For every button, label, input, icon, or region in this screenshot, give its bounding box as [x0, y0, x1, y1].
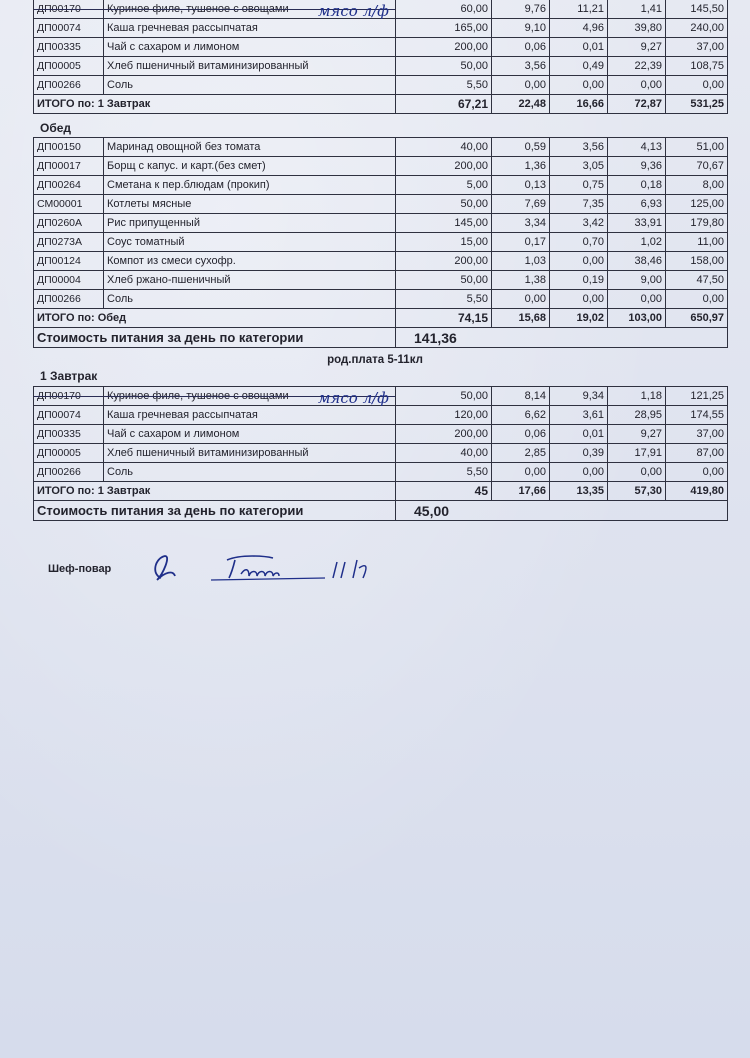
- item-quantity: 5,50: [396, 290, 492, 309]
- item-quantity: 200,00: [396, 38, 492, 57]
- item-code: ДП00150: [34, 138, 104, 157]
- item-calories: 121,25: [666, 387, 728, 406]
- item-quantity: 120,00: [396, 406, 492, 425]
- item-quantity: 50,00: [396, 195, 492, 214]
- table-row: [34, 138, 728, 157]
- item-protein: 3,34: [492, 214, 550, 233]
- item-protein: 0,00: [492, 76, 550, 95]
- item-carbs: 1,02: [608, 233, 666, 252]
- total-quantity: 45: [396, 482, 492, 501]
- item-carbs: 9,27: [608, 38, 666, 57]
- item-fat: 9,34: [550, 387, 608, 406]
- item-fat: 0,01: [550, 425, 608, 444]
- table-row: [34, 157, 728, 176]
- item-name: Соль: [104, 290, 396, 309]
- item-carbs: 1,41: [608, 0, 666, 19]
- item-carbs: 0,18: [608, 176, 666, 195]
- item-name: Сметана к пер.блюдам (прокип): [104, 176, 396, 195]
- item-protein: 2,85: [492, 444, 550, 463]
- item-quantity: 40,00: [396, 444, 492, 463]
- item-calories: 0,00: [666, 463, 728, 482]
- item-protein: 1,36: [492, 157, 550, 176]
- total-carbs: 72,87: [608, 95, 666, 114]
- item-protein: 8,14: [492, 387, 550, 406]
- item-calories: 158,00: [666, 252, 728, 271]
- item-fat: 7,35: [550, 195, 608, 214]
- total-carbs: 57,30: [608, 482, 666, 501]
- item-protein: 0,06: [492, 425, 550, 444]
- item-carbs: 0,00: [608, 76, 666, 95]
- item-fat: 3,61: [550, 406, 608, 425]
- item-protein: 7,69: [492, 195, 550, 214]
- item-code: ДП00017: [34, 157, 104, 176]
- total-label: ИТОГО по: 1 Завтрак: [34, 95, 396, 114]
- item-code: ДП00170: [34, 0, 104, 19]
- total-row: [34, 309, 728, 328]
- item-carbs: 22,39: [608, 57, 666, 76]
- total-row: [34, 482, 728, 501]
- item-protein: 0,17: [492, 233, 550, 252]
- item-calories: 108,75: [666, 57, 728, 76]
- item-name: Хлеб пшеничный витаминизированный: [104, 444, 396, 463]
- item-fat: 0,00: [550, 463, 608, 482]
- cost-value: 141,36: [396, 328, 728, 348]
- item-carbs: 33,91: [608, 214, 666, 233]
- item-code: ДП00074: [34, 19, 104, 38]
- item-code: ДП00266: [34, 463, 104, 482]
- handwritten-note-1: мясо л/ф: [318, 2, 389, 20]
- item-quantity: 5,00: [396, 176, 492, 195]
- item-code: ДП00170: [34, 387, 104, 406]
- total-label: ИТОГО по: 1 Завтрак: [34, 482, 396, 501]
- item-protein: 1,03: [492, 252, 550, 271]
- cost-label: Стоимость питания за день по категории: [34, 501, 396, 521]
- item-name: Маринад овощной без томата: [104, 138, 396, 157]
- item-fat: 3,42: [550, 214, 608, 233]
- table-row: [34, 463, 728, 482]
- item-name: Куриное филе, тушеное с овощами: [104, 387, 396, 406]
- table-row: [34, 19, 728, 38]
- total-calories: 419,80: [666, 482, 728, 501]
- table-row: [34, 57, 728, 76]
- item-carbs: 9,00: [608, 271, 666, 290]
- item-quantity: 165,00: [396, 19, 492, 38]
- item-calories: 51,00: [666, 138, 728, 157]
- item-protein: 0,00: [492, 463, 550, 482]
- total-calories: 650,97: [666, 309, 728, 328]
- item-carbs: 0,00: [608, 463, 666, 482]
- item-protein: 1,38: [492, 271, 550, 290]
- table-row: [34, 38, 728, 57]
- item-carbs: 39,80: [608, 19, 666, 38]
- total-protein: 15,68: [492, 309, 550, 328]
- item-protein: 0,13: [492, 176, 550, 195]
- item-name: Чай с сахаром и лимоном: [104, 38, 396, 57]
- item-name: Чай с сахаром и лимоном: [104, 425, 396, 444]
- item-code: ДП00335: [34, 38, 104, 57]
- total-fat: 19,02: [550, 309, 608, 328]
- chef-signature: [145, 548, 385, 588]
- item-carbs: 6,93: [608, 195, 666, 214]
- item-code: ДП0273А: [34, 233, 104, 252]
- total-calories: 531,25: [666, 95, 728, 114]
- lunch-table: [33, 137, 728, 348]
- total-carbs: 103,00: [608, 309, 666, 328]
- item-calories: 179,80: [666, 214, 728, 233]
- total-protein: 22,48: [492, 95, 550, 114]
- item-code: ДП00074: [34, 406, 104, 425]
- item-calories: 0,00: [666, 76, 728, 95]
- table-row: [34, 214, 728, 233]
- item-code: ДП00266: [34, 290, 104, 309]
- item-protein: 0,59: [492, 138, 550, 157]
- item-code: ДП00004: [34, 271, 104, 290]
- item-quantity: 60,00: [396, 0, 492, 19]
- item-carbs: 9,27: [608, 425, 666, 444]
- signature-text: Ганиева 11 12: [265, 586, 278, 588]
- item-carbs: 1,18: [608, 387, 666, 406]
- item-calories: 37,00: [666, 38, 728, 57]
- item-fat: 0,00: [550, 290, 608, 309]
- lunch-section-title: Обед: [40, 121, 72, 135]
- cost-value: 45,00: [396, 501, 728, 521]
- item-protein: 6,62: [492, 406, 550, 425]
- table-row: [34, 195, 728, 214]
- item-name: Куриное филе, тушеное с овощами: [104, 0, 396, 19]
- total-quantity: 67,21: [396, 95, 492, 114]
- item-protein: 0,00: [492, 290, 550, 309]
- total-protein: 17,66: [492, 482, 550, 501]
- item-fat: 4,96: [550, 19, 608, 38]
- item-quantity: 5,50: [396, 463, 492, 482]
- chef-label: Шеф-повар: [48, 563, 112, 575]
- item-code: ДП00266: [34, 76, 104, 95]
- cost-label: Стоимость питания за день по категории: [34, 328, 396, 348]
- item-name: Каша гречневая рассыпчатая: [104, 19, 396, 38]
- item-fat: 0,01: [550, 38, 608, 57]
- item-calories: 125,00: [666, 195, 728, 214]
- table-row: [34, 425, 728, 444]
- item-name: Хлеб пшеничный витаминизированный: [104, 57, 396, 76]
- item-quantity: 200,00: [396, 157, 492, 176]
- item-quantity: 5,50: [396, 76, 492, 95]
- item-calories: 0,00: [666, 290, 728, 309]
- item-quantity: 145,00: [396, 214, 492, 233]
- table-row: [34, 176, 728, 195]
- table-row: [34, 76, 728, 95]
- item-calories: 240,00: [666, 19, 728, 38]
- item-protein: 3,56: [492, 57, 550, 76]
- item-carbs: 17,91: [608, 444, 666, 463]
- total-quantity: 74,15: [396, 309, 492, 328]
- total-label: ИТОГО по: Обед: [34, 309, 396, 328]
- item-name: Компот из смеси сухофр.: [104, 252, 396, 271]
- item-quantity: 40,00: [396, 138, 492, 157]
- item-fat: 11,21: [550, 0, 608, 19]
- item-quantity: 200,00: [396, 252, 492, 271]
- item-carbs: 38,46: [608, 252, 666, 271]
- item-code: ДП00264: [34, 176, 104, 195]
- item-calories: 37,00: [666, 425, 728, 444]
- item-fat: 3,56: [550, 138, 608, 157]
- item-fat: 3,05: [550, 157, 608, 176]
- item-calories: 174,55: [666, 406, 728, 425]
- table-row: [34, 271, 728, 290]
- item-name: Соль: [104, 76, 396, 95]
- item-name: Котлеты мясные: [104, 195, 396, 214]
- item-calories: 47,50: [666, 271, 728, 290]
- total-fat: 13,35: [550, 482, 608, 501]
- total-fat: 16,66: [550, 95, 608, 114]
- item-carbs: 28,95: [608, 406, 666, 425]
- item-protein: 9,10: [492, 19, 550, 38]
- item-code: ДП00005: [34, 57, 104, 76]
- total-row: [34, 95, 728, 114]
- item-code: СМ00001: [34, 195, 104, 214]
- item-carbs: 4,13: [608, 138, 666, 157]
- item-name: Хлеб ржано-пшеничный: [104, 271, 396, 290]
- item-quantity: 200,00: [396, 425, 492, 444]
- item-fat: 0,00: [550, 252, 608, 271]
- item-name: Каша гречневая рассыпчатая: [104, 406, 396, 425]
- cost-row: [34, 501, 728, 521]
- item-fat: 0,39: [550, 444, 608, 463]
- item-calories: 145,50: [666, 0, 728, 19]
- item-quantity: 50,00: [396, 387, 492, 406]
- item-calories: 11,00: [666, 233, 728, 252]
- cost-row: [34, 328, 728, 348]
- item-name: Соус томатный: [104, 233, 396, 252]
- item-calories: 87,00: [666, 444, 728, 463]
- item-name: Соль: [104, 463, 396, 482]
- item-fat: 0,75: [550, 176, 608, 195]
- item-carbs: 0,00: [608, 290, 666, 309]
- breakfast-section-title: 1 Завтрак: [40, 369, 98, 383]
- item-quantity: 15,00: [396, 233, 492, 252]
- item-name: Рис припущенный: [104, 214, 396, 233]
- item-fat: 0,19: [550, 271, 608, 290]
- item-code: ДП00124: [34, 252, 104, 271]
- item-fat: 0,49: [550, 57, 608, 76]
- item-calories: 8,00: [666, 176, 728, 195]
- item-code: ДП00335: [34, 425, 104, 444]
- item-protein: 0,06: [492, 38, 550, 57]
- item-quantity: 50,00: [396, 57, 492, 76]
- item-calories: 70,67: [666, 157, 728, 176]
- item-fat: 0,00: [550, 76, 608, 95]
- item-protein: 9,76: [492, 0, 550, 19]
- item-quantity: 50,00: [396, 271, 492, 290]
- table-row: [34, 252, 728, 271]
- table-row: [34, 290, 728, 309]
- table-row: [34, 233, 728, 252]
- table-row: [34, 406, 728, 425]
- category-note: род.плата 5-11кл: [327, 354, 423, 366]
- handwritten-note-2: мясо л/ф: [318, 389, 389, 407]
- item-code: ДП00005: [34, 444, 104, 463]
- item-carbs: 9,36: [608, 157, 666, 176]
- item-code: ДП0260А: [34, 214, 104, 233]
- item-name: Борщ с капус. и карт.(без смет): [104, 157, 396, 176]
- table-row: [34, 444, 728, 463]
- item-fat: 0,70: [550, 233, 608, 252]
